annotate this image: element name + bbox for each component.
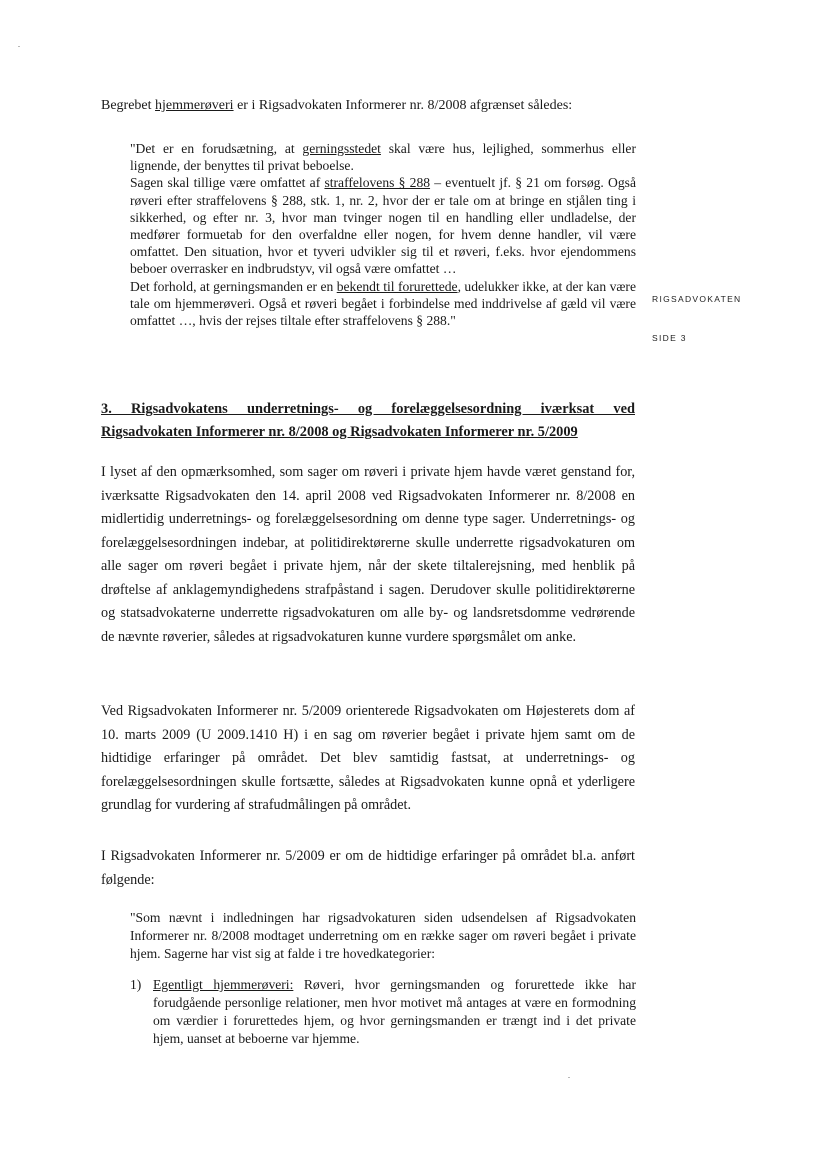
page-number-label: SIDE 3 [652,333,687,343]
experience-quote: "Som nævnt i indledningen har rigsadvokaturen siden udsendelsen af Rigsadvokaten Informerer nr. 8/2008 modtaget underretning om en række sager om røveri begået i private hjem. Sagerne har vist sig at falde i tre hovedkategorier: [130,910,636,961]
list-description: Røveri, hvor gerningsmanden og forurettede ikke har forudgående personlige relationer, men hvor motivet må antages at være en formodning om værdier i forurettedes hjem, og hvor gerningsmanden er trængt ind i det private hjem, uanset at beboerne var hjemme. [153,977,636,1046]
quote-text: skal være hus, lejlighed, sommerhus eller lignende, der benyttes til privat beboelse. [130,141,636,174]
intro-sentence [101,97,641,115]
underlined-term: straffelovens § 288 [324,175,431,191]
quote-paragraph [130,140,636,174]
body-paragraph: I Rigsadvokaten Informerer nr. 5/2009 er om de hidtidige erfaringer på området bl.a. anført følgende: [101,848,635,888]
body-paragraph: I lyset af den opmærksomhed, som sager om røveri i private hjem havde været genstand for, iværksatte Rigsadvokaten den 14. april 2008 ved Rigsadvokaten Informerer nr. 8/2008 en midlertidig underretnings- og forelæggelsesordning om denne type sager. Underretnings- og forelæggelsesordningen indebar, at politidirektørerne skulle underrette rigsadvokaturen om alle sager om røveri begået i private hjem, når der skete tiltalerejsning, med henblik på drøftelse af anklagemyndighedens strafpåstand i sagen. Derudover skulle politidirektørerne og statsadvokaterne underrette rigsadvokaturen om alle by- og landsretsdomme vedrørende de nævnte røverier, således at rigsadvokaturen kunne vurdere spørgsmålet om anke. [101,464,635,645]
definition-quote [130,140,636,329]
quote-text: "Det er en forudsætning, at [130,141,303,156]
list-number: 1) [130,977,142,992]
quote-text: – eventuelt jf. § 21 om forsøg. Også røveri efter straffelovens § 288, stk. 1, nr. 2, hvor der er tale om at bringe en stjålen ting i sikkerhed, og efter nr. 3, hvor man tvinger nogen til en handling eller undladelse, der medfører formuetab for den overfaldne eller nogen, for hvem denne handler, vil være omfattet. Den situation, hvor et tyveri udvikler sig til et røveri, f.eks. hvor ejendommens beboer overrasker en indbrudstyv, vil også være omfattet … [130,175,636,277]
term-hjemmeroveri: hjemmerøveri [155,98,234,113]
intro-before: Begrebet [101,98,156,113]
quote-text: Det forhold, at gerningsmanden er en [130,278,337,294]
intro-after: er i Rigsadvokaten Informerer nr. 8/2008 afgrænset således: [233,98,573,113]
quote-paragraph [130,278,636,330]
list-term: Egentligt hjemmerøveri: [153,977,294,992]
sidebar-org-label: RIGSADVOKATEN [652,294,742,304]
scan-speck [18,46,20,47]
quote-text: Sagen skal tillige være omfattet af [130,175,325,191]
list-text [153,976,636,1048]
scan-speck [568,1077,570,1078]
underlined-term: bekendt til forurettede [336,278,458,294]
quote-text: , udelukker ikke, at der kan være tale om hjemmerøveri. Også et røveri begået i forbindelse med inddrivelse af gæld vil være omfattet …, hvis der rejses tiltale efter straffelovens § 288." [130,278,636,329]
body-paragraph: Ved Rigsadvokaten Informerer nr. 5/2009 orienterede Rigsadvokaten om Højesterets dom af 10. marts 2009 (U 2009.1410 H) i en sag om røverier begået i private hjem samt om de hidtidige erfaringer på området. Det blev samtidig fastsat, at underretnings- og forelæggelsesordningen skulle fortsætte, således at Rigsadvokaten kunne opnå et yderligere grundlag for vurdering af strafudmålingen på området. [101,703,635,813]
quote-paragraph [130,174,636,277]
underlined-term: gerningsstedet [302,141,381,156]
section-heading: 3. Rigsadvokatens underretnings- og forelæggelsesordning iværksat ved Rigsadvokaten Informerer nr. 8/2008 og Rigsadvokaten Informerer nr. 5/2009 [101,401,635,440]
